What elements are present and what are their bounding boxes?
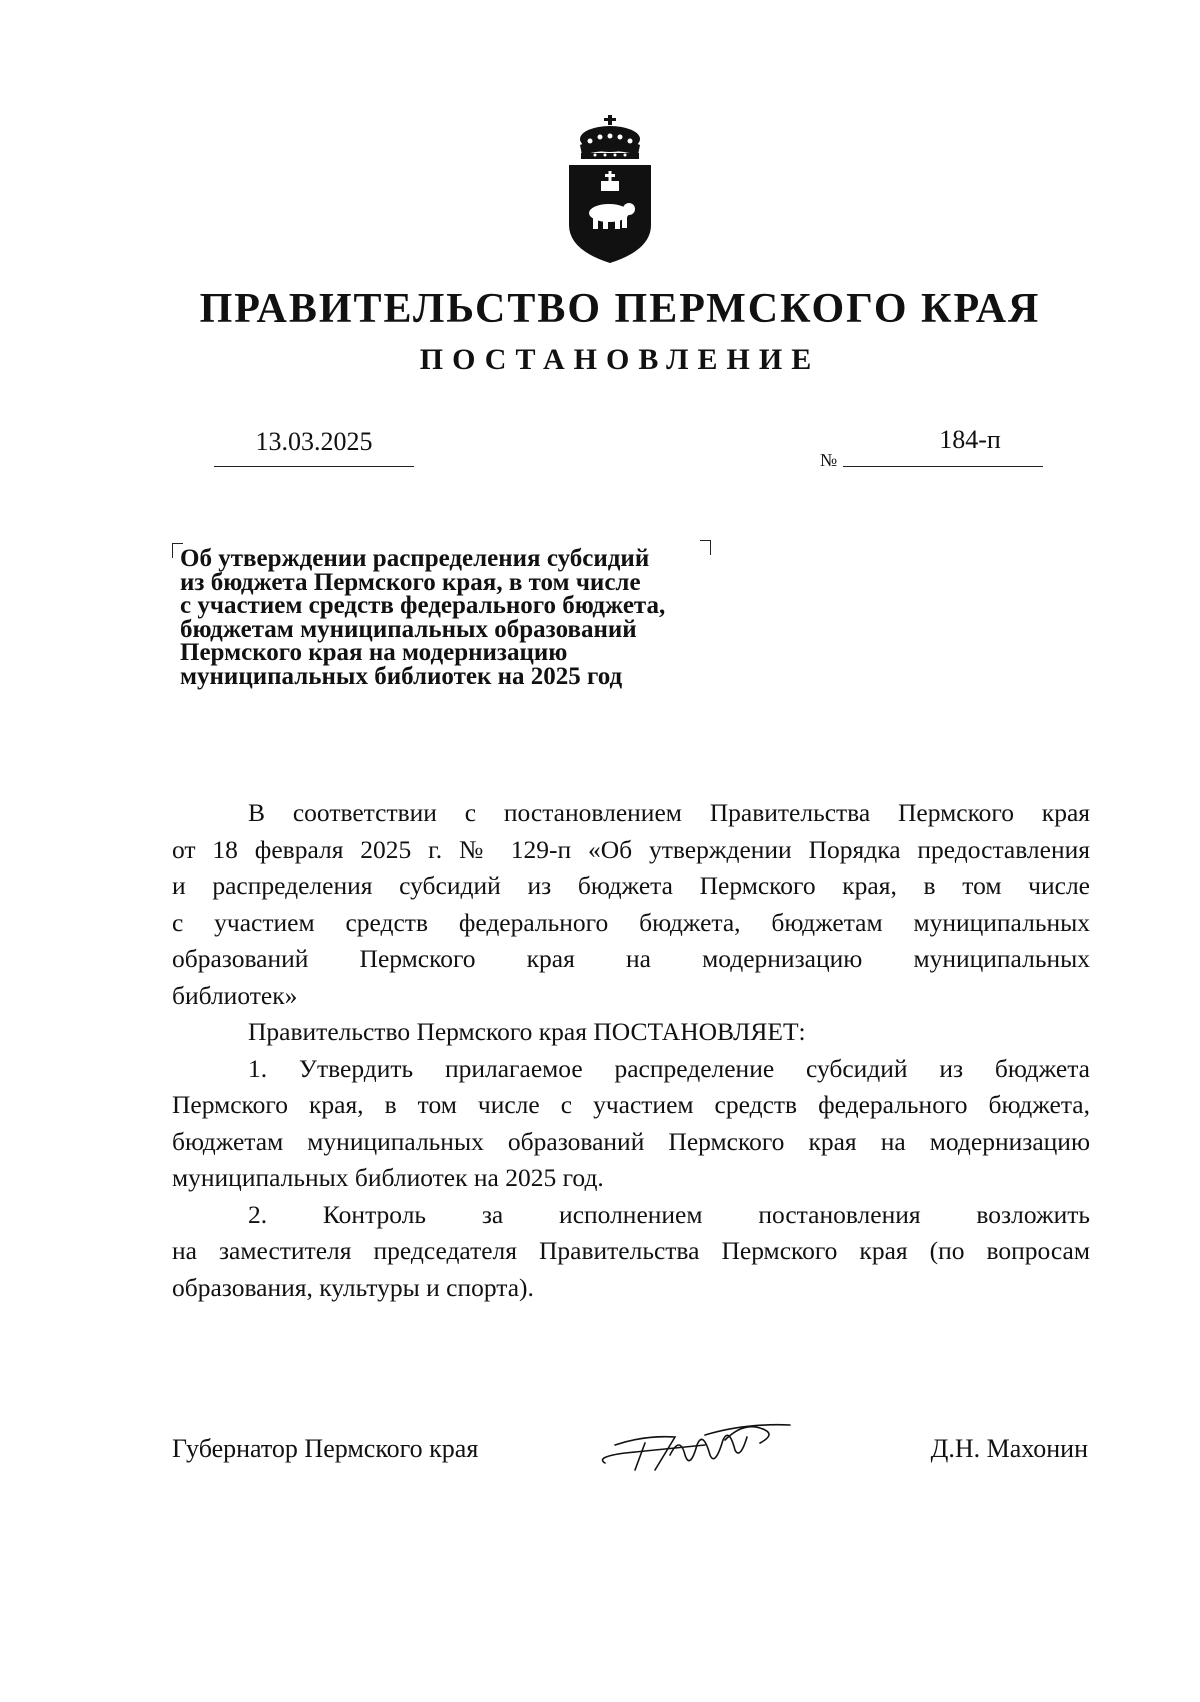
signatory-position: Губернатор Пермского края — [172, 1434, 479, 1463]
document-number: 184-п — [939, 425, 1001, 454]
document-body — [172, 795, 1090, 1306]
subject-line: Пермского края на модернизацию — [180, 639, 568, 666]
body-line: библиотек» — [172, 980, 298, 1010]
organization-title: ПРАВИТЕЛЬСТВО ПЕРМСКОГО КРАЯ — [199, 286, 1041, 332]
document-subject — [180, 547, 760, 688]
handwritten-signature — [585, 1415, 795, 1475]
body-line: на заместителя председателя Правительства Пермского края (по вопросам — [172, 1236, 1090, 1265]
subject-line: из бюджета Пермского края, в том числе — [180, 568, 641, 596]
body-line: муниципальных библиотек на 2025 год. — [172, 1163, 604, 1192]
signatory-name: Д.Н. Махонин — [930, 1434, 1088, 1463]
subject-line: бюджетам муниципальных образований — [180, 615, 637, 643]
body-line: образования, культуры и спорта). — [172, 1272, 534, 1302]
body-line: Правительство Пермского края ПОСТАНОВЛЯЕТ: — [248, 1017, 806, 1046]
subject-line: Об утверждении распределения субсидий — [180, 545, 650, 572]
subject-line: с участием средств федерального бюджета, — [180, 592, 666, 619]
number-sign: № — [820, 450, 838, 470]
number-underline — [843, 466, 1043, 467]
body-line: образований Пермского края на модернизацию муниципальных — [172, 944, 1090, 973]
body-line: и распределения субсидий из бюджета Пермского края, в том числе — [172, 871, 1090, 900]
subject-line: муниципальных библиотек на 2025 год — [180, 662, 623, 690]
coat-of-arms-icon — [565, 115, 655, 265]
body-line: от 18 февраля 2025 г. № 129-п «Об утверждении Порядка предоставления — [172, 834, 1090, 864]
body-line: Пермского края, в том числе с участием средств федерального бюджета, — [172, 1090, 1090, 1119]
document-date: 13.03.2025 — [255, 427, 373, 456]
paragraph-item-1 — [172, 1051, 1090, 1197]
body-line: 1. Утвердить прилагаемое распределение субсидий из бюджета — [248, 1053, 1090, 1083]
document-type: ПОСТАНОВЛЕНИЕ — [419, 343, 821, 376]
paragraph-preamble — [172, 795, 1090, 1014]
body-line: с участием средств федерального бюджета, бюджетам муниципальных — [172, 907, 1090, 937]
date-underline — [214, 466, 414, 467]
body-line: В соответствии с постановлением Правительства Пермского края — [248, 798, 1090, 827]
body-line: 2. Контроль за исполнением постановления возложить — [248, 1199, 1090, 1229]
paragraph-resolves — [172, 1014, 1090, 1051]
body-line: бюджетам муниципальных образований Пермского края на модернизацию — [172, 1126, 1090, 1156]
paragraph-item-2 — [172, 1197, 1090, 1307]
